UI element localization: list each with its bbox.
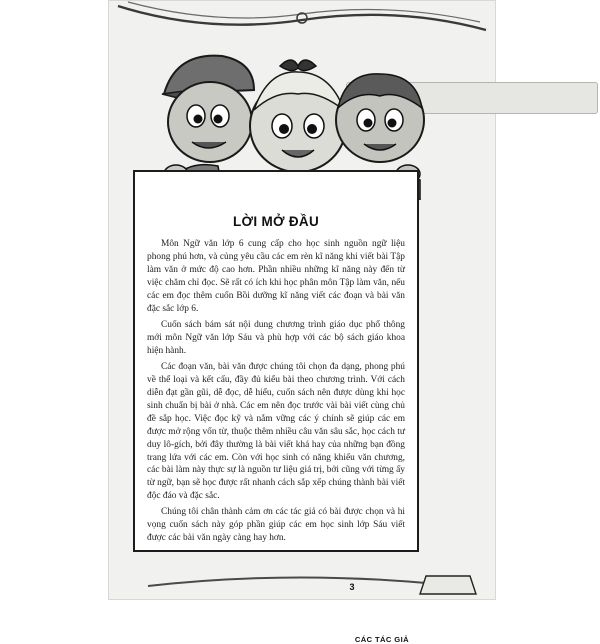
page-number: 3 <box>349 582 355 592</box>
paragraph-2: Cuốn sách bám sát nội dung chương trình giáo dục phổ thông mới môn Ngữ văn lớp Sáu và phù hợp với các bộ sách giáo khoa hiện hành. <box>147 319 405 356</box>
paragraph-1: Môn Ngữ văn lớp 6 cung cấp cho học sinh nguồn ngữ liệu phong phú hơn, và củng yêu cầu các em rèn kĩ năng khi viết bài Tập làm văn ở mức độ cao hơn. Phần nhiều những kĩ năng này đến từ việc chăm chỉ đọc. Sẽ rất có ích khi học phân môn Tập làm văn, nếu các em đọc thêm cuốn Bồi dưỡng kĩ năng viết các đoạn và bài văn đặc sắc lớp 6. <box>147 239 405 314</box>
page-title: LỜI MỞ ĐẦU <box>232 214 320 229</box>
top-swirl-ornament <box>108 0 496 40</box>
preface-panel <box>133 170 419 644</box>
preface-body <box>147 238 405 548</box>
author-signature: CÁC TÁC GIẢ <box>354 635 409 644</box>
bottom-swirl-ornament <box>108 572 496 600</box>
paragraph-3: Các đoạn văn, bài văn được chúng tôi chọn đa dạng, phong phú về thể loại và kết cấu, đầy đủ kiểu bài theo chương trình. Với cách diễn đạt gần gũi, dễ đọc, dễ hiểu, cuốn sách nên được dùng khi học sinh chuẩn bị bài ở nhà. Các em nên đọc trước vài bài viết cùng chủ đề sắp học. Việc đọc kỹ và nắm vững các ý chính sẽ giúp các em được mở rộng vốn từ, thuộc thêm nhiều câu văn sâu sắc, học cách tư duy lô-gích, bởi đây thường là bài viết khá hay của những bạn đồng trang lứa với các em. Còn với học sinh có năng khiếu văn chương, các bài làm này thực sự là nguồn tư liệu giá trị, bởi cũng với từng ấy từ ngữ, bạn sẽ học được rất nhanh cách sắp xếp chúng thành bài viết độc đáo và đặc sắc. <box>147 361 405 502</box>
paragraph-4: Chúng tôi chân thành cảm ơn các tác giả có bài được chọn và hi vọng cuốn sách này góp phần giúp các em học sinh lớp Sáu viết được các bài văn ngày càng hay hơn. <box>147 507 405 544</box>
